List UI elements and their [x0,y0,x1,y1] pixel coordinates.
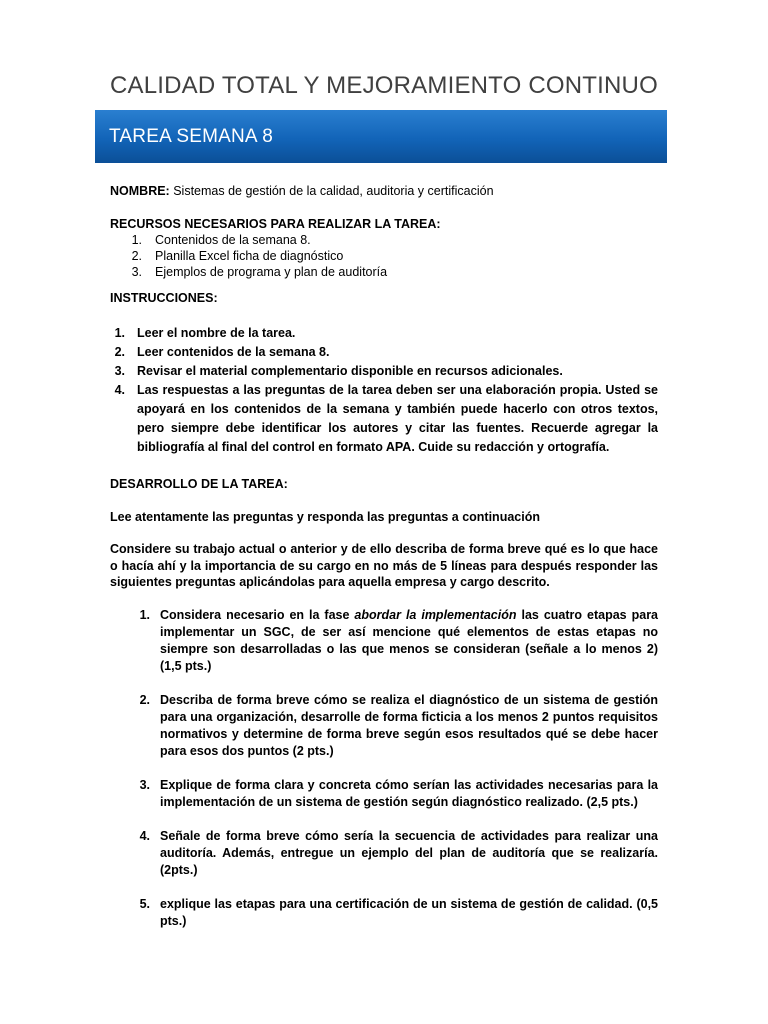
list-item [110,324,658,343]
desarrollo-title: DESARROLLO DE LA TAREA: [110,477,288,491]
list-number: 1. [114,326,125,340]
list-number: 4. [114,383,125,397]
list-text: Planilla Excel ficha de diagnóstico [155,249,344,263]
list-number: 3. [131,265,142,279]
banner-title: TAREA SEMANA 8 [109,125,274,147]
list-item [110,343,658,362]
list-text: Leer el nombre de la tarea. [137,326,296,340]
list-number: 1. [131,233,142,247]
nombre-label: NOMBRE: [110,184,170,198]
nombre-line [110,183,658,199]
question-text: explique las etapas para una certificación de un sistema de gestión de calidad. (0,5 pts.) [160,896,658,928]
question-number: 5. [139,896,150,911]
question-item [110,607,658,675]
desarrollo-lead: Lee atentamente las preguntas y responda las preguntas a continuación [110,510,540,524]
list-text: Leer contenidos de la semana 8. [137,345,330,359]
list-text: Las respuestas a las preguntas de la tarea deben ser una elaboración propia. Usted se apoyará en los contenidos de la semana y también puede hacerlo con otros textos, pero siempre debe identificar los autores y citar las fuentes. Recuerde agregar la bibliografía al final del control en formato APA. Cuide su redacción y ortografía. [137,383,658,454]
recursos-list [110,232,658,280]
instrucciones-title: INSTRUCCIONES: [110,291,218,305]
desarrollo-intro: Considere su trabajo actual o anterior y de ello describa de forma breve qué es lo que hace o hacía ahí y la importancia de su cargo en no más de 5 líneas para después responder las siguientes preguntas aplicándolas para aquella empresa y cargo descrito. [110,542,658,589]
list-number: 3. [114,364,125,378]
list-item [110,248,658,264]
list-number: 2. [131,249,142,263]
list-item [110,264,658,280]
question-number: 3. [139,777,150,792]
question-text: Explique de forma clara y concreta cómo serían las actividades necesarias para la implementación de un sistema de gestión según diagnóstico realizado. (2,5 pts.) [160,777,658,809]
question-item [110,692,658,760]
question-item [110,777,658,811]
document-body [110,183,658,947]
questions-list [110,607,658,930]
question-number: 4. [139,828,150,843]
assignment-banner [95,110,667,163]
question-text: Describa de forma breve cómo se realiza el diagnóstico de un sistema de gestión para una organización, desarrolle de forma ficticia a los menos 2 puntos requisitos normativos y determine de forma breve según esos resultados qué se debe hacer para esos dos puntos (2 pts.) [160,692,658,758]
list-item [110,232,658,248]
nombre-value: Sistemas de gestión de la calidad, auditoria y certificación [173,184,494,198]
list-text: Ejemplos de programa y plan de auditoría [155,265,388,279]
question-item [110,828,658,879]
list-item [110,362,658,381]
question-text: Señale de forma breve cómo sería la secuencia de actividades para realizar una auditoría. Además, entregue un ejemplo del plan de auditoría que se realizaría. (2pts.) [160,828,658,877]
list-text: Contenidos de la semana 8. [155,233,311,247]
instrucciones-list [110,324,658,457]
list-item [110,381,658,457]
course-title: CALIDAD TOTAL Y MEJORAMIENTO CONTINUO [110,72,658,99]
question-text: las cuatro etapas para implementar un SGC, de ser así mencione qué elementos de estas etapas no siempre son desarrolladas o las que menos se consideran (señale a lo menos 2) (1,5 pts.) [160,607,659,673]
list-number: 2. [114,345,125,359]
question-number: 2. [139,692,150,707]
list-text: Revisar el material complementario disponible en recursos adicionales. [137,364,563,378]
question-number: 1. [139,607,150,622]
question-emphasis: abordar la implementación [354,607,517,622]
recursos-title: RECURSOS NECESARIOS PARA REALIZAR LA TAREA: [110,217,441,231]
question-item [110,896,658,930]
question-text: Considera necesario en la fase [160,607,355,622]
